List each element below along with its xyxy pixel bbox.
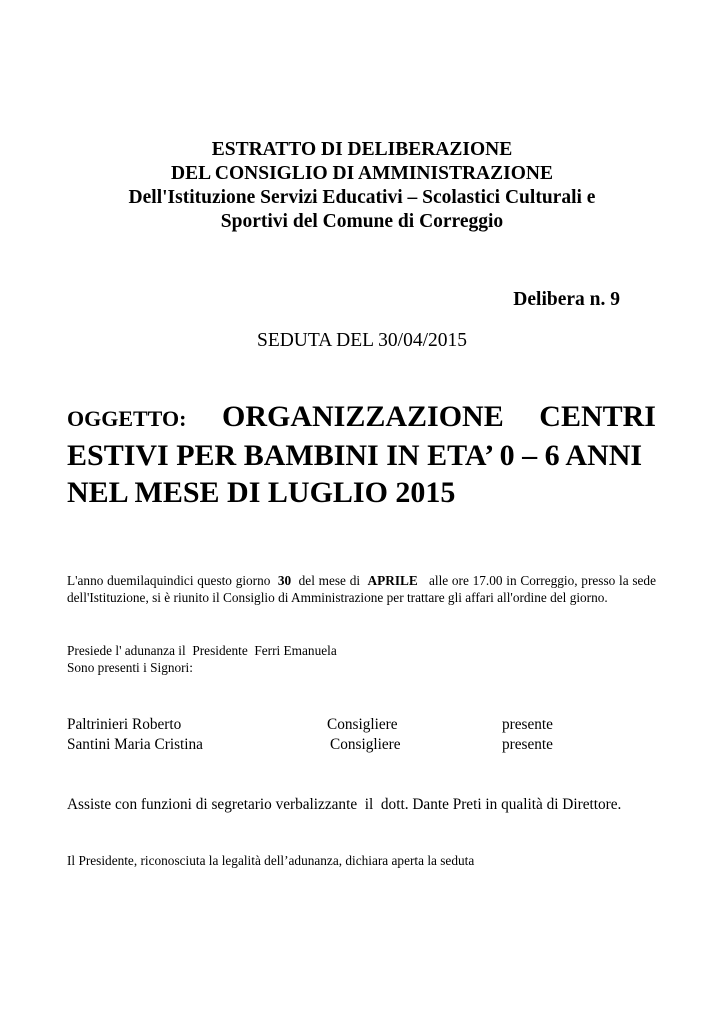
member-role: Consigliere [330, 736, 401, 753]
opening-paragraph [67, 572, 656, 606]
oggetto-block [67, 398, 656, 511]
header-line-1: ESTRATTO DI DELIBERAZIONE [211, 139, 513, 160]
opening-part-3: alle ore 17.00 in Correggio, presso la sede dell'Istituzione, si è riunito il Consiglio di Amministrazione per trattare gli affari all'ordine del giorno. [67, 573, 656, 605]
member-name: Santini Maria Cristina [67, 736, 203, 753]
member-row [67, 735, 656, 755]
member-role: Consigliere [327, 716, 398, 733]
opening-day: 30 [277, 573, 292, 588]
header-line-4: Sportivi del Comune di Correggio [220, 211, 504, 232]
presenti-text: Sono presenti i Signori: [67, 660, 193, 675]
oggetto-word-2: CENTRI [539, 400, 656, 433]
presiede-text: Presiede l' adunanza il Presidente Ferri Emanuela [67, 643, 337, 658]
member-name: Paltrinieri Roberto [67, 716, 182, 733]
oggetto-line-3: NEL MESE DI LUGLIO 2015 [67, 476, 456, 509]
document-header [0, 138, 724, 234]
presiede-block [67, 642, 656, 676]
opening-month: APRILE [367, 573, 418, 588]
header-line-3: Dell'Istituzione Servizi Educativi – Scolastici Culturali e [128, 187, 596, 208]
member-status: presente [502, 736, 553, 753]
presidente-statement: Il Presidente, riconosciuta la legalità dell’adunanza, dichiara aperta la seduta [67, 853, 475, 868]
assiste-paragraph: Assiste con funzioni di segretario verbalizzante il dott. Dante Preti in qualità di Direttore. [67, 796, 622, 813]
header-line-2: DEL CONSIGLIO DI AMMINISTRAZIONE [171, 163, 553, 184]
members-list [67, 715, 656, 755]
oggetto-line-2: ESTIVI PER BAMBINI IN ETA’ 0 – 6 ANNI [67, 439, 643, 472]
opening-part-1: L'anno duemilaquindici questo giorno [67, 573, 271, 588]
delibera-number: Delibera n. 9 [513, 289, 620, 310]
member-status: presente [502, 716, 553, 733]
member-row [67, 715, 656, 735]
seduta-date: SEDUTA DEL 30/04/2015 [256, 330, 468, 351]
oggetto-label: OGGETTO: [67, 406, 187, 431]
opening-part-2: del mese di [298, 573, 361, 588]
oggetto-word-1: ORGANIZZAZIONE [221, 400, 504, 433]
